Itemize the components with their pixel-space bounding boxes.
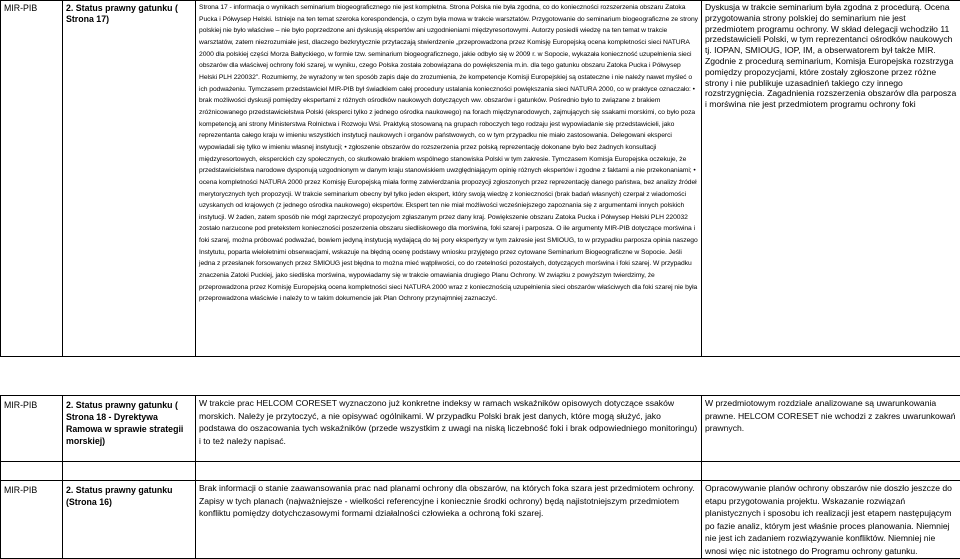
chapter-cell: 2. Status prawny gatunku ( Strona 18 - Dyrektywa Ramowa w sprawie strategii morskiej) [63,396,196,462]
table-row [1,1,960,357]
comment-cell: W trakcie prac HELCOM CORESET wyznaczono już konkretne indeksy w ramach wskaźników opisowych dotyczące ssaków morskich. Należy je przytoczyć, a nie opisywać ogólnikami. W przypadku Polski brak jest danych, które mogą służyć, jako podstawa do oszacowania tych wskaźników (przede wszystkim z uwagi na niską liczebność foki i brak odpowiedniego monitoringu) i to też należy napisać. [196,396,702,462]
institution-cell: MIR-PIB [1,1,63,357]
response-cell: Dyskusja w trakcie seminarium była zgodna z procedurą. Ocena przygotowania strony polskiej do seminarium nie jest przedmiotem programu ochrony. W skład delegacji wchodziło 11 przedstawicieli Polski, w tym reprezentanci ośrodków naukowych tj. IOPAN, SMIOUG, IOP, IM, a obserwatorem był także MIR. Zgodnie z procedurą seminarium, Komisja Europejska rozstrzyga pomiędzy propozycjami, które zostały zgłoszone przez różne strony i nie publikuje uzasadnień takiego czy innego rozstrzygnięcia. Zagadnienia rozszerzenia obszarów dla parposza i morświna nie jest przedmiotem programu ochrony foki [702,1,960,357]
institution-cell: MIR-PIB [1,481,63,559]
institution-cell: MIR-PIB [1,396,63,462]
comment-cell: Brak informacji o stanie zaawansowania prac nad planami ochrony dla obszarów, na których foka szara jest przedmiotem ochrony. Zapisy w tych planach (najważniejsze - wielkości referencyjne i koniecznie środki ochrony) będą najistotniejszym przedmiotem konfliktu pomiędzy dotychczasowymi formami działalności człowieka a ochroną foki szarej. [196,481,702,559]
comment-cell: Strona 17 - informacja o wynikach seminarium biogeograficznego nie jest kompletna. Strona Polska nie była zgodna, co do konieczności rozszerzenia obszaru Zatoka Pucka i Półwysep Helski. Istnieje na ten temat szeroka korespondencja, o czym była mowa w trakcie warsztatów. Przygotowanie do seminarium biogeograficzne ze strony polskiej nie było właściwe – nie było poprzedzone ani dyskusją ekspertów ani uzgodnieniami międzyresortowymi. Autorzy posiedli wiedzę na ten temat w trakcie warsztatów, zatem niezrozumiałe jest, dlaczego bezkrytycznie przytaczają stwierdzenie „przeprowadzona przez Komisję Europejską ocena kompletności sieci NATURA 2000 dla polskiej części Morza Bałtyckiego, w formie tzw. seminarium biogeograficznego, jakie odbyło się w 2009 r. w Sopocie, wykazała konieczność uzupełnienia sieci obszarów dla właściwej ochrony foki szarej, w wyniku, czego Polska została zobowiązana do powiększenia m.in. dla tego gatunku obszaru Zatoka Pucka i Półwysep Helski PLH 220032”. Rozumiemy, że wyrażony w ten sposób zapis daje do zrozumienia, że kompetencje Komisji Europejskiej są ostateczne i nie należy nawet myśleć o ich podważeniu. Tymczasem przedstawiciel MIR-PIB był świadkiem całej procedury ustalania konieczności powiększania sieci NATURA 2000, co w praktyce oznaczało: • brak możliwości dyskusji pomiędzy ekspertami z różnych ośrodków naukowych dotyczących ww. obszarów i gatunków. Pośrednio było to związane z brakiem zróżnicowanego przedstawicielstwa Polski (eksperci tylko z jednego ośrodka naukowego) na forach międzynarodowych, zajmujących się ssakami morskimi, co było poza kompetencją ani strony Ministerstwa Rolnictwa i Rozwoju Wsi. Praktyką stosowaną na grupach roboczych tego rodzaju jest wypowiadanie się przedstawicieli, jako reprezentanta całego kraju w imieniu wszystkich instytucji naukowych i organów państwowych, co w tym przypadku nie miało zastosowania. Delegowani eksperci wypowiadali się tylko w imieniu własnej instytucji; • zgłoszenie obszarów do rozszerzenia przez polską reprezentację dokonane było bez żadnych konsultacji międzyresortowych, eksperckich czy społecznych, co skutkowało brakiem wspólnego stanowiska Polski w tym zakresie. Tymczasem Komisja Europejska oczekuje, że przedstawicielstwa narodowe dysponują uzgodnionym w danym kraju stanowiskiem uwzględniającym opinię różnych ekspertów i zgodne z faktami a nie przekonaniami; • ocena kompletności NATURA 2000 przez Komisję Europejską miała formę zatwierdzania propozycji zgłoszonych przez reprezentację danego państwa, bez analizy źródeł merytorycznych tych propozycji. W trakcie seminarium obecny był tylko jeden ekspert, który swoją wiedzę z konieczności (brak badań własnych) czerpał z wiadomości uzyskanych od krajowych (z jednego ośrodka naukowego) ekspertów. Ekspert ten nie miał możliwości wcześniejszego zapoznania się z argumentami innych polskich instytucji. W żaden, zatem sposób nie mógł zaprzeczyć propozycjom zgłaszanym przez dany kraj. Powiększenie obszaru Zatoka Pucka i Półwysep Helski PLH 220032 zostało narzucone pod pretekstem konieczności poszerzenia obszaru siedliskowego dla morświna, foki szarej i parposza. O ile argumenty MIR-PIB dotyczące morświna i foki szarej, można próbować podważać, bowiem jedyną instytucją wydającą do tej pory ekspertyzy w tym zakresie jest SMIOUG, to w przypadku parposza opinia naszego Instytutu, poparta wieloletnimi obserwacjami, wskazuje na błędną ocenę podstawy wniosku przyjętego przez cytowane Seminarium Biogeograficzne w Sopocie. Jeśli jedna z przesłanek forsowanych przez SMIOUG jest błędna to można mieć wątpliwości, co do rzetelności pozostałych, dotyczących morświna i foki szarej. W przypadku znaczenia Zatoki Puckiej, jako siedliska morświna, wypowiadamy się w trakcie omawiania drugiego Planu Ochrony. W związku z powyższym twierdzimy, że przeprowadzona przez Komisję Europejską ocena kompletności sieci NATURA 2000 wraz z koniecznością uzupełnienia sieci obszarów właściwych dla foki szarej nie była przeprowadzona właściwie i należy to w takim dokumencie jak Plan Ochrony przynajmniej zaznaczyć. [196,1,702,357]
row-spacer [1,357,960,396]
table-row [1,481,960,559]
response-cell: Opracowywanie planów ochrony obszarów nie doszło jeszcze do etapu przygotowania projektu. Wskazanie rozwiązań planistycznych i sposobu ich realizacji jest etapem następującym po fazie analiz, którym jest właśnie proces planowania. Niemniej nie jest ich zadaniem rozwiązywanie konfliktów. Niemniej nie wnosi więc nic istotnego do Programu ochrony gatunku. [702,481,960,559]
row-spacer [1,462,960,481]
chapter-cell: 2. Status prawny gatunku (Strona 16) [63,481,196,559]
table-row [1,396,960,462]
response-cell: W przedmiotowym rozdziale analizowane są uwarunkowania prawne. HELCOM CORESET nie wchodzi z zakres uwarunkowań prawnych. [702,396,960,462]
chapter-cell: 2. Status prawny gatunku ( Strona 17) [63,1,196,357]
